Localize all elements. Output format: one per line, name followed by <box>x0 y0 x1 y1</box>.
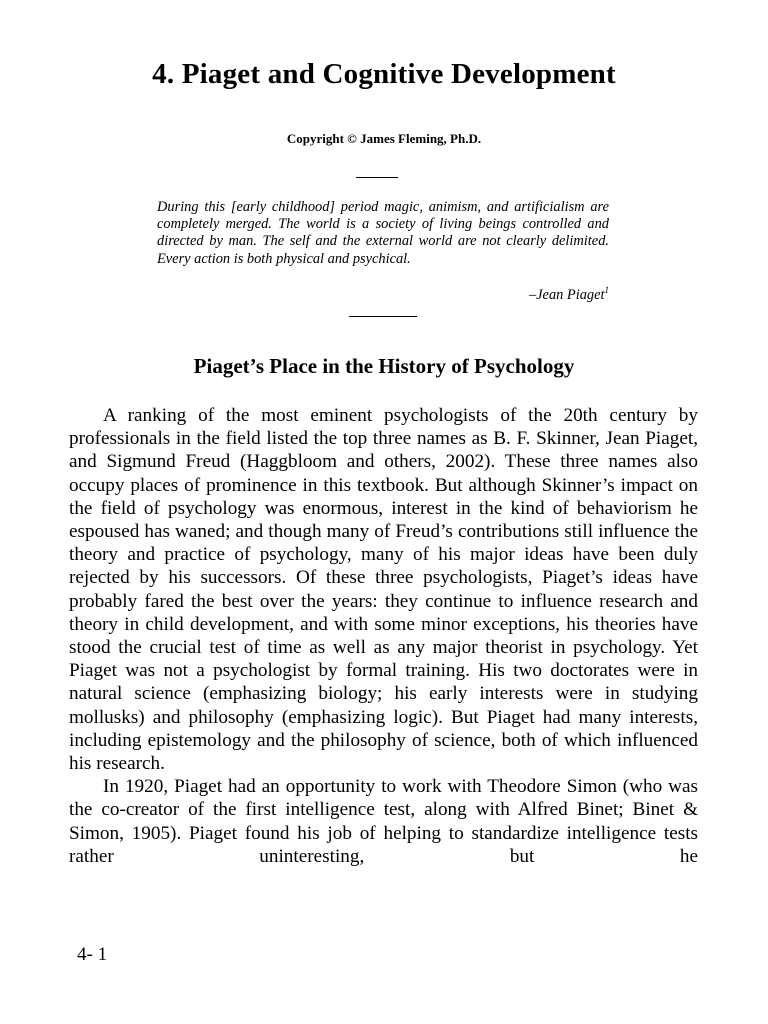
divider-bottom <box>349 316 417 317</box>
footnote-marker: 1 <box>604 285 609 295</box>
page-title: 4. Piaget and Cognitive Development <box>152 58 616 90</box>
paragraph: A ranking of the most eminent psychologists of the 20th century by professionals in the field listed the top three names as B. F. Skinner, Jean Piaget, and Sigmund Freud (Haggbloom and others, 2002). These three names also occupy places of prominence in this textbook. But although Skinner’s impact on the field of psychology was enormous, interest in the kind of behaviorism he espoused has waned; and though many of Freud’s contributions still influence the theory and practice of psychology, many of his major ideas have been duly rejected by his successors. Of these three psychologists, Piaget’s ideas have probably fared the best over the years: they continue to influence research and theory in child development, and with some minor exceptions, his theories have stood the crucial test of time as well as any major theorist in psychology. Yet Piaget was not a psychologist by formal training. His two doctorates were in natural science (emphasizing biology; his early interests were in studying mollusks) and philosophy (emphasizing logic). But Piaget had many interests, including epistemology and the philosophy of science, both of which influenced his research. <box>69 405 698 775</box>
paragraph: In 1920, Piaget had an opportunity to work with Theodore Simon (who was the co-creator of the first intelligence test, along with Alfred Binet; Binet & Simon, 1905). Piaget found his job of helping to standardize intelligence tests rather uninteresting, but he <box>69 776 698 867</box>
epigraph-quote: During this [early childhood] period magic, animism, and artificialism are completely merged. The world is a society of living beings controlled and directed by man. The self and the external world are not clearly delimited. Every action is both physical and psychical. <box>157 199 609 267</box>
page-number: 4- 1 <box>77 944 108 965</box>
section-heading: Piaget’s Place in the History of Psychology <box>193 354 575 378</box>
body-text <box>69 404 698 868</box>
epigraph-attribution <box>529 285 609 304</box>
divider-top <box>356 177 398 178</box>
copyright-line: Copyright © James Fleming, Ph.D. <box>286 131 482 146</box>
attribution-text: –Jean Piaget <box>528 287 605 303</box>
